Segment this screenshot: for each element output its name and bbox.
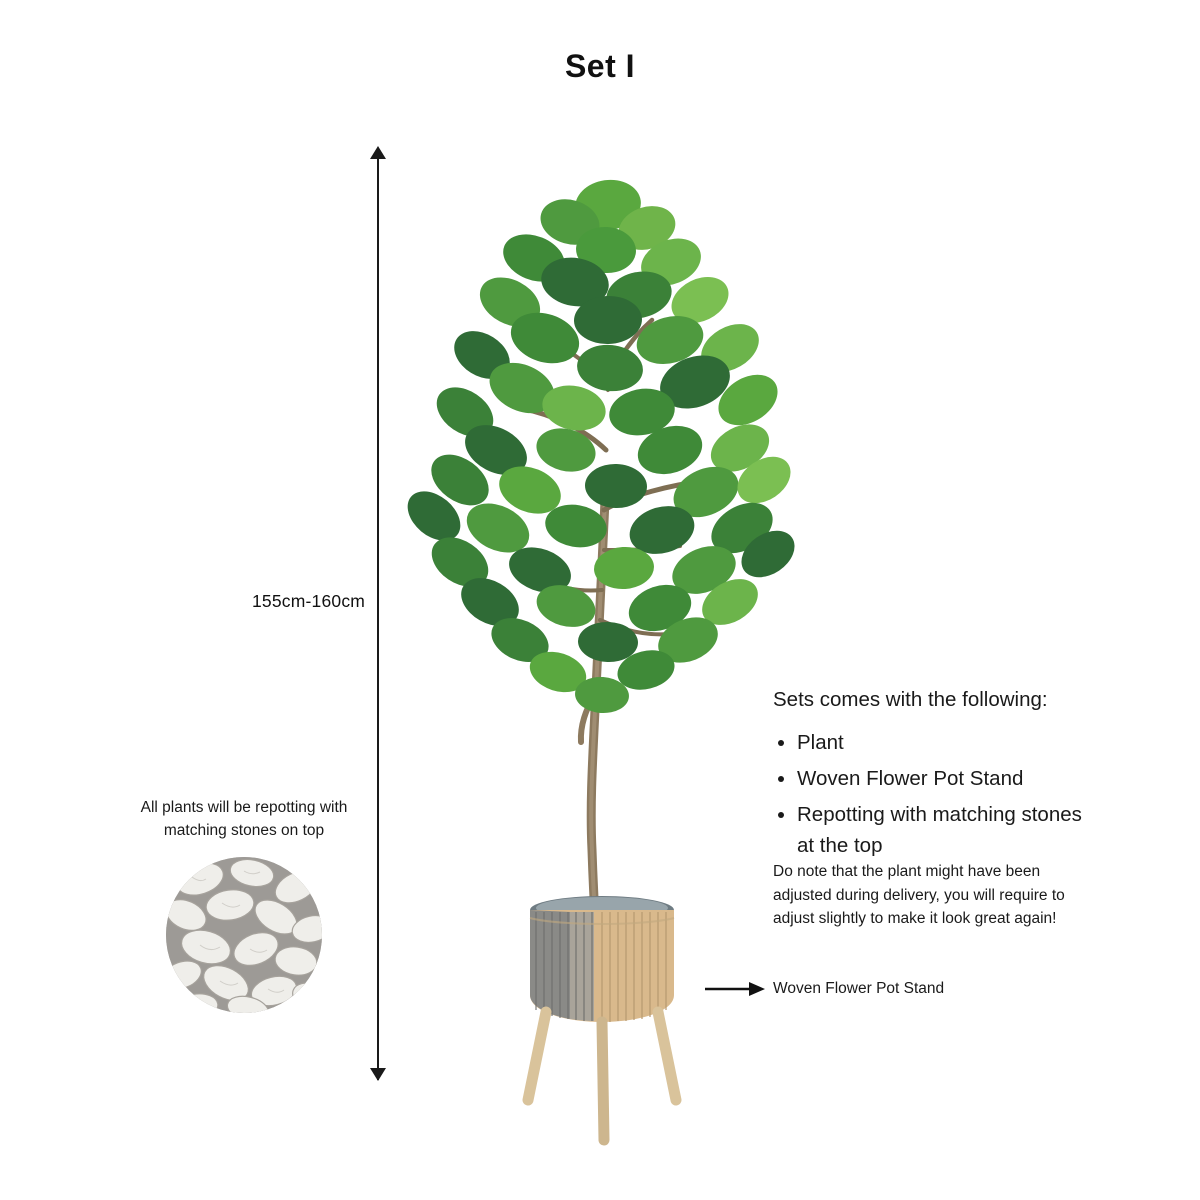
white-stones-circle (166, 857, 322, 1013)
callout-label: Woven Flower Pot Stand (773, 980, 945, 997)
plant-illustration (370, 150, 830, 1150)
list-item: • Repotting with matching stones at the top (797, 799, 1102, 861)
sets-list (773, 727, 1102, 866)
list-item: • Plant (797, 727, 1102, 758)
sets-heading: Sets comes with the following: (773, 688, 1048, 711)
callout-arrow-icon (705, 981, 767, 997)
delivery-note: Do note that the plant might have been adjusted during delivery, you will require to adjust slightly to make it look great again! (773, 863, 1065, 927)
woven-flower-pot (530, 896, 674, 1022)
page-title: Set I (564, 48, 636, 84)
list-item: • Woven Flower Pot Stand (797, 763, 1102, 794)
dimension-label: 155cm-160cm (252, 591, 366, 611)
stones-caption: All plants will be repotting with matching stones on top (140, 799, 348, 839)
pot-stand-legs (528, 1012, 676, 1140)
